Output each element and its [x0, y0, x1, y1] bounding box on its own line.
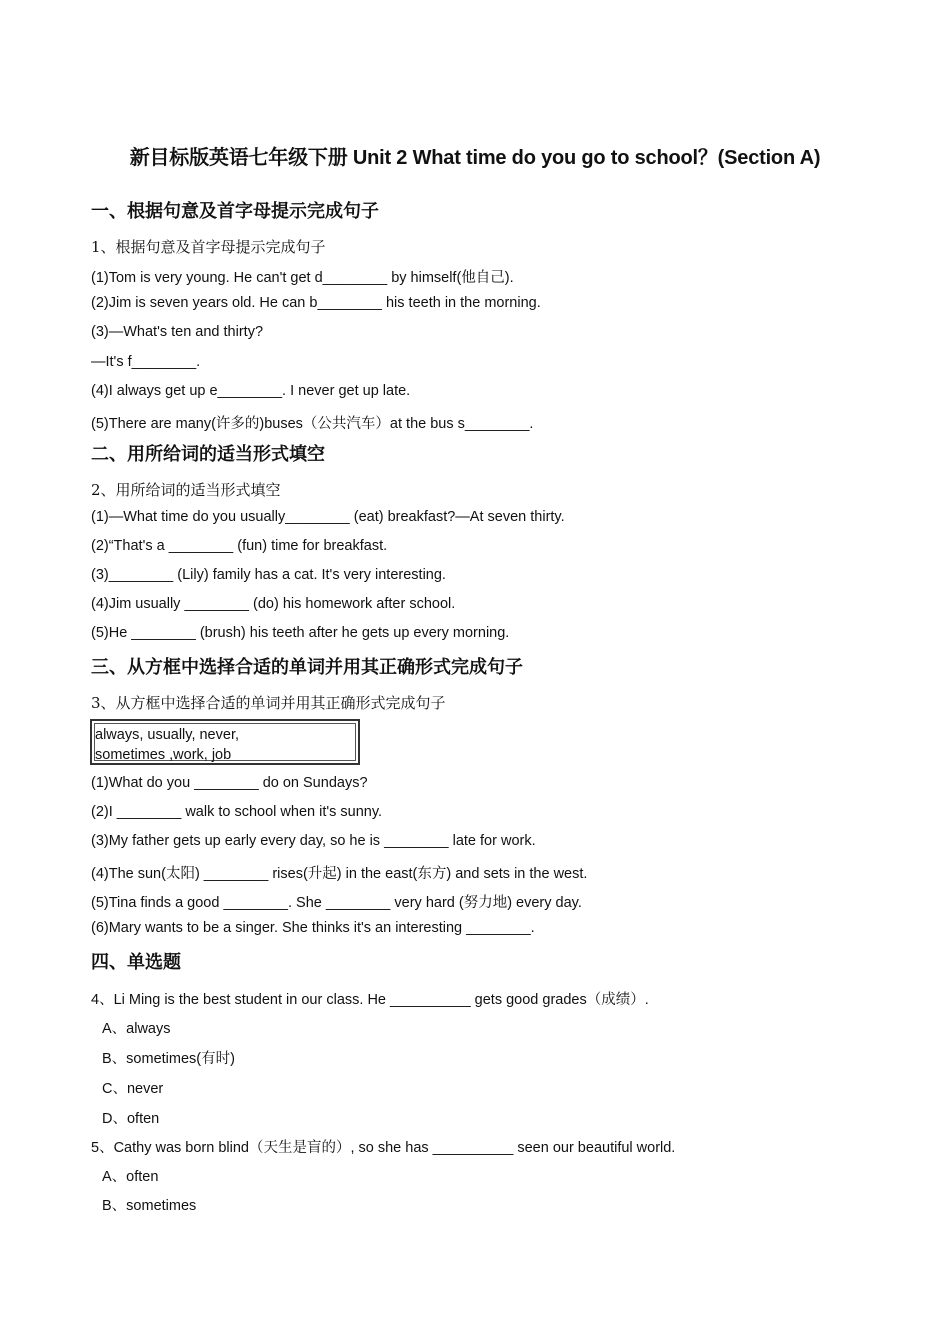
option-b: B、sometimes	[102, 1198, 197, 1214]
option-a: A、often	[102, 1169, 159, 1185]
word-box	[90, 719, 360, 765]
sentence-line: (4)Jim usually ________ (do) his homework after school.	[91, 596, 456, 612]
option-a: A、always	[102, 1021, 171, 1037]
option-d: D、often	[102, 1111, 160, 1127]
section-heading-1: 一、根据句意及首字母提示完成句子	[91, 201, 379, 221]
sentence-line: (3)My father gets up early every day, so he is ________ late for work.	[91, 833, 536, 849]
sentence-line: (5)He ________ (brush) his teeth after he gets up every morning.	[91, 625, 510, 641]
sentence-line: (1)—What time do you usually________ (eat) breakfast?—At seven thirty.	[91, 509, 565, 525]
sentence-line: (5)There are many(许多的)buses（公共汽车）at the bus s________.	[91, 416, 534, 432]
sentence-line: (2)Jim is seven years old. He can b________ his teeth in the morning.	[91, 295, 541, 311]
section-heading-4: 四、单选题	[91, 952, 181, 972]
section-heading-3: 三、从方框中选择合适的单词并用其正确形式完成句子	[91, 657, 523, 677]
sentence-line: (1)What do you ________ do on Sundays?	[91, 775, 368, 791]
sentence-line: —It's f________.	[91, 354, 201, 370]
sentence-line: (2)I ________ walk to school when it's sunny.	[91, 804, 383, 820]
sentence-line: (2)“That's a ________ (fun) time for breakfast.	[91, 538, 388, 554]
page-title: 新目标版英语七年级下册 Unit 2 What time do you go to school？(Section A)	[129, 147, 821, 169]
option-c: C、never	[102, 1081, 164, 1097]
sentence-line: (1)Tom is very young. He can't get d________ by himself(他自己).	[91, 270, 514, 286]
sentence-line: (6)Mary wants to be a singer. She thinks it's an interesting ________.	[91, 920, 535, 936]
sentence-line: (3)________ (Lily) family has a cat. It's very interesting.	[91, 567, 446, 583]
word-box-line: always, usually, never,	[95, 727, 239, 743]
sentence-line: (4)I always get up e________. I never get up late.	[91, 383, 411, 399]
question-label-3: 3、从方框中选择合适的单词并用其正确形式完成句子	[91, 694, 446, 712]
section-heading-2: 二、用所给词的适当形式填空	[91, 444, 325, 464]
sentence-line: (4)The sun(太阳) ________ rises(升起) in the east(东方) and sets in the west.	[91, 866, 588, 882]
question-label-2: 2、用所给词的适当形式填空	[91, 481, 281, 499]
option-b: B、sometimes(有时)	[102, 1051, 235, 1067]
word-box-line: sometimes ,work, job	[95, 747, 232, 763]
question-stem-4: 4、Li Ming is the best student in our class. He __________ gets good grades（成绩）.	[91, 992, 649, 1008]
sentence-line: (3)—What's ten and thirty?	[91, 324, 264, 340]
question-stem-5: 5、Cathy was born blind（天生是盲的）, so she has __________ seen our beautiful world.	[91, 1140, 676, 1156]
sentence-line: (5)Tina finds a good ________. She ________ very hard (努力地) every day.	[91, 895, 582, 911]
question-label-1: 1、根据句意及首字母提示完成句子	[91, 238, 326, 256]
